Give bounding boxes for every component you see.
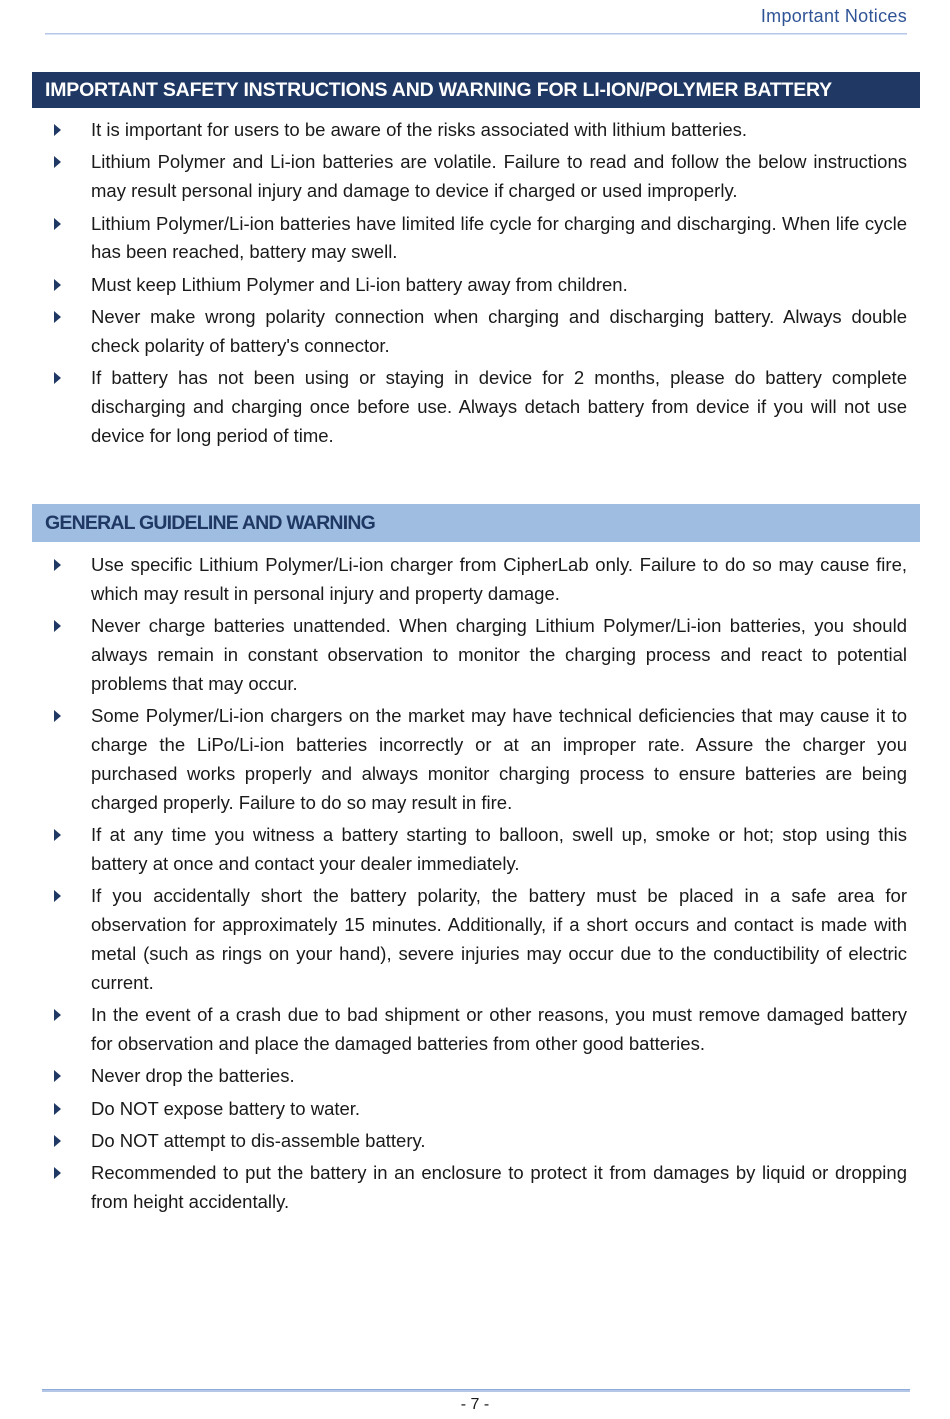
list-item	[50, 148, 907, 206]
battery-safety-list	[50, 116, 907, 454]
list-item	[50, 364, 907, 450]
list-item	[50, 210, 907, 268]
list-item	[50, 116, 907, 145]
bullet-arrow-icon	[54, 1103, 61, 1115]
list-item-text: Never charge batteries unattended. When charging Lithium Polymer/Li-ion batteries, you should always remain in constant observation to monitor the charging process and react to potential problems that may occur.	[91, 615, 907, 694]
list-item-text: Never drop the batteries.	[91, 1065, 295, 1087]
list-item	[50, 1001, 907, 1059]
section-heading-battery-safety: IMPORTANT SAFETY INSTRUCTIONS AND WARNING FOR LI-ION/POLYMER BATTERY	[32, 72, 920, 108]
list-item	[50, 551, 907, 609]
footer-divider	[42, 1389, 910, 1392]
bullet-arrow-icon	[54, 829, 61, 841]
bullet-arrow-icon	[54, 372, 61, 384]
list-item-text: If you accidentally short the battery polarity, the battery must be placed in a safe area for observation for approximately 15 minutes. Additionally, if a short occurs and contact is made with metal (such as rings on your hand), severe injuries may occur due to the conductibility of electric current.	[91, 885, 907, 993]
list-item-text: In the event of a crash due to bad shipment or other reasons, you must remove damaged battery for observation and place the damaged batteries from other good batteries.	[91, 1003, 907, 1054]
list-item	[50, 1062, 907, 1091]
page-number: - 7 -	[460, 1396, 490, 1413]
bullet-arrow-icon	[54, 1135, 61, 1147]
bullet-arrow-icon	[54, 311, 61, 323]
list-item-text: Recommended to put the battery in an enclosure to protect it from damages by liquid or dropping from height accidentally.	[91, 1162, 907, 1213]
bullet-arrow-icon	[54, 1070, 61, 1082]
list-item-text: If battery has not been using or staying in device for 2 months, please do battery complete discharging and charging once before use. Always detach battery from device if you will not use device for long period of time.	[91, 367, 907, 446]
list-item-text: Must keep Lithium Polymer and Li-ion battery away from children.	[91, 273, 628, 295]
list-item-text: Lithium Polymer/Li-ion batteries have limited life cycle for charging and discharging. When life cycle has been reached, battery may swell.	[91, 212, 907, 263]
list-item-text: Do NOT expose battery to water.	[91, 1097, 361, 1119]
list-item-text: It is important for users to be aware of the risks associated with lithium batteries.	[91, 119, 748, 140]
bullet-arrow-icon	[54, 124, 61, 136]
list-item-text: Never make wrong polarity connection when charging and discharging battery. Always double check polarity of battery's connector.	[91, 306, 907, 356]
running-header: Important Notices	[760, 6, 907, 26]
bullet-arrow-icon	[54, 279, 61, 291]
bullet-arrow-icon	[54, 1167, 61, 1179]
list-item	[50, 1159, 907, 1217]
list-item-text: Some Polymer/Li-ion chargers on the market may have technical deficiencies that may cause it to charge the LiPo/Li-ion batteries incorrectly or at an improper rate. Assure the charger you purchased works properly and always monitor charging process to ensure batteries are being charged properly. Failure to do so may result in fire.	[91, 705, 907, 813]
bullet-arrow-icon	[54, 710, 61, 722]
bullet-arrow-icon	[54, 620, 61, 632]
bullet-arrow-icon	[54, 1009, 61, 1021]
list-item-text: If at any time you witness a battery starting to balloon, swell up, smoke or hot; stop using this battery at once and contact your dealer immediately.	[91, 823, 907, 874]
bullet-arrow-icon	[54, 559, 61, 571]
list-item	[50, 821, 907, 879]
bullet-arrow-icon	[54, 890, 61, 902]
list-item-text: Use specific Lithium Polymer/Li-ion charger from CipherLab only. Failure to do so may cause fire, which may result in personal injury and property damage.	[91, 554, 907, 604]
general-guideline-list	[50, 551, 907, 1220]
list-item	[50, 1095, 907, 1124]
list-item	[50, 702, 907, 817]
list-item	[50, 882, 907, 997]
list-item	[50, 1127, 907, 1156]
list-item	[50, 271, 907, 300]
list-item-text: Lithium Polymer and Li-ion batteries are volatile. Failure to read and follow the below instructions may result personal injury and damage to device if charged or used improperly.	[91, 151, 907, 202]
list-item	[50, 303, 907, 361]
list-item-text: Do NOT attempt to dis-assemble battery.	[91, 1129, 426, 1151]
section-heading-general-guideline: GENERAL GUIDELINE AND WARNING	[32, 504, 920, 542]
bullet-arrow-icon	[54, 218, 61, 230]
header-divider	[45, 33, 907, 35]
list-item	[50, 612, 907, 698]
bullet-arrow-icon	[54, 156, 61, 168]
